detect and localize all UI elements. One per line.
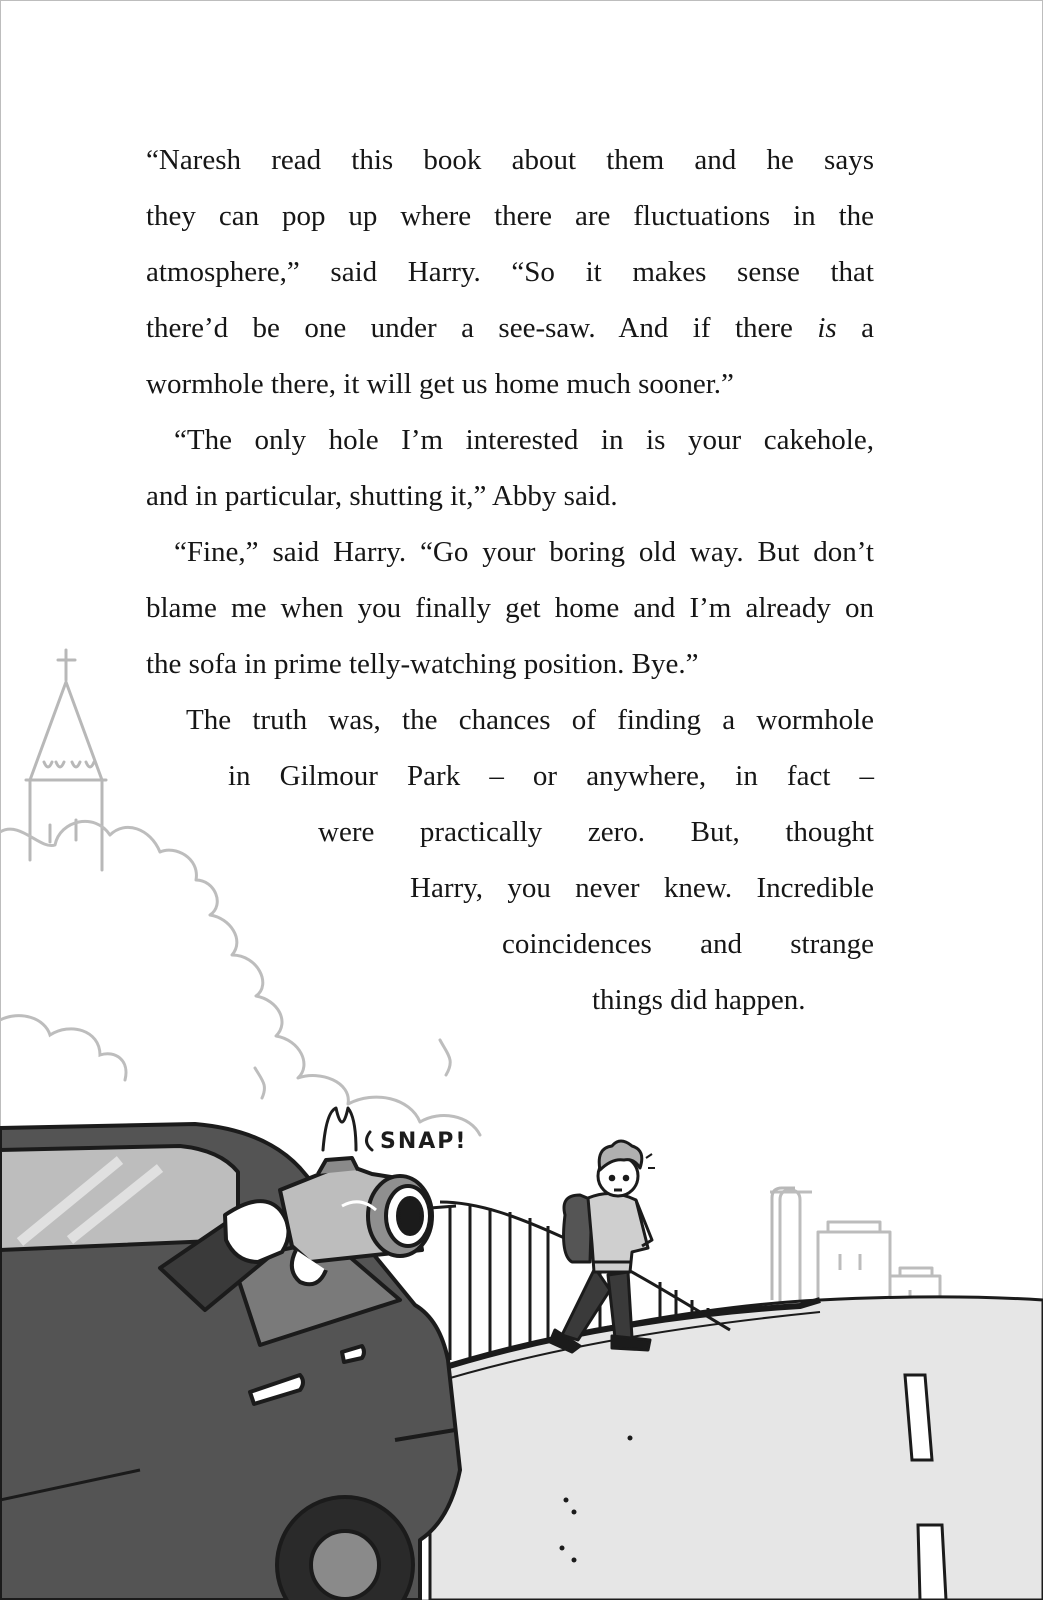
text-line: and in particular, shutting it,” Abby said. (146, 480, 618, 512)
text-line: wormhole there, it will get us home much sooner.” (146, 368, 734, 400)
text-line: things did happen. (592, 984, 806, 1016)
church-steeple (26, 650, 106, 870)
road (430, 1297, 1043, 1600)
distant-buildings (770, 1190, 940, 1305)
text-line: were practically zero. But, thought (318, 816, 874, 848)
text-line: coincidences and strange (502, 928, 874, 960)
text-segment: there’d be one under a see-saw. And if there (146, 312, 818, 344)
text-line (146, 300, 874, 356)
text-line: “Fine,” said Harry. “Go your boring old way. But don’t (174, 536, 874, 568)
text-line: in Gilmour Park – or anywhere, in fact – (228, 760, 874, 792)
text-line: they can pop up where there are fluctuations in the (146, 200, 874, 232)
snap-sound-effect: SNAP! (380, 1129, 468, 1154)
snap-squiggle (323, 1108, 356, 1150)
text-line: blame me when you finally get home and I’m already on (146, 592, 874, 624)
text-segment: a (836, 312, 874, 344)
text-line: the sofa in prime telly-watching position. Bye.” (146, 648, 699, 680)
text-line: The truth was, the chances of finding a wormhole (186, 704, 874, 736)
text-line: “Naresh read this book about them and he says (146, 144, 874, 176)
text-line: atmosphere,” said Harry. “So it makes sense that (146, 256, 874, 288)
emphasis-text: is (817, 312, 837, 344)
text-line: Harry, you never knew. Incredible (410, 872, 874, 904)
text-line: “The only hole I’m interested in is your cakehole, (174, 424, 874, 456)
background-clouds (0, 821, 480, 1135)
